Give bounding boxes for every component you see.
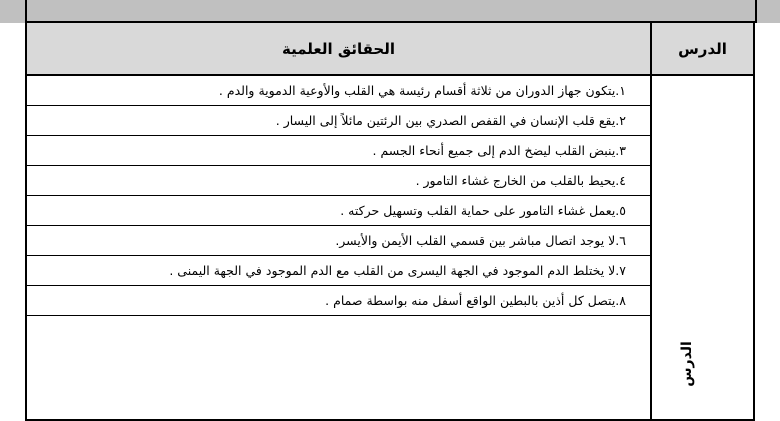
fact-row-2: ٢.يقع قلب الإنسان في القفص الصدري بين الرئتين مائلاً إلى اليسار . (27, 106, 650, 136)
fact-row-5: ٥.يعمل غشاء التامور على حماية القلب وتسهيل حركته . (27, 196, 650, 226)
fact-row-7: ٧.لا يختلط الدم الموجود في الجهة اليسرى من القلب مع الدم الموجود في الجهة اليمنى . (27, 256, 650, 286)
header-lesson: الدرس (650, 23, 753, 74)
lesson-side-label-text: الدرس (679, 341, 695, 387)
fact-row-8: ٨.يتصل كل أذين بالبطين الواقع أسفل منه بواسطة صمام . (27, 286, 650, 316)
lesson-side-label (672, 343, 702, 385)
fact-row-3: ٣.ينبض القلب ليضخ الدم إلى جميع أنحاء الجسم . (27, 136, 650, 166)
fact-row-4: ٤.يحيط بالقلب من الخارج غشاء التامور . (27, 166, 650, 196)
fact-row-1: ١.يتكون جهاز الدوران من ثلاثة أقسام رئيسة هي القلب والأوعية الدموية والدم . (27, 76, 650, 106)
column-divider (650, 76, 652, 421)
top-band-left-border (25, 0, 27, 23)
header-facts: الحقائق العلمية (281, 39, 396, 58)
fact-row-6: ٦.لا يوجد اتصال مباشر بين قسمي القلب الأيمن والأيسر. (27, 226, 650, 256)
top-band-right-border (755, 0, 757, 23)
top-band (0, 0, 780, 23)
table-header-row (27, 23, 753, 76)
facts-table (25, 21, 755, 421)
